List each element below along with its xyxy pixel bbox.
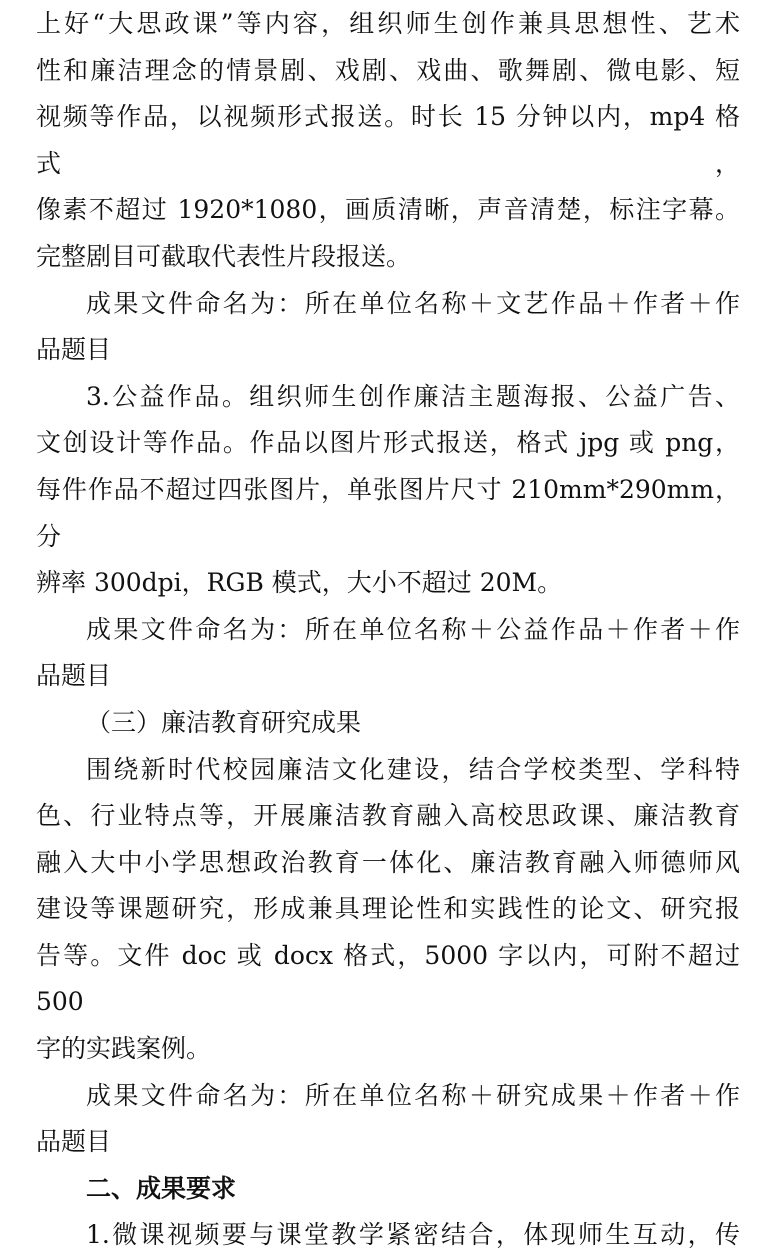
text-line: 品题目 — [36, 335, 112, 365]
section-heading: 二、成果要求 — [86, 1173, 237, 1203]
text-line: 融入大中小学思想政治教育一体化、廉洁教育融入师德师风 — [36, 847, 740, 877]
text-line: 字的实践案例。 — [36, 1034, 212, 1064]
text-line: 3.公益作品。组织师生创作廉洁主题海报、公益广告、 — [86, 381, 740, 411]
text-line: 辨率 300dpi，RGB 模式，大小不超过 20M。 — [36, 568, 563, 598]
text-line: 成果文件命名为：所在单位名称＋文艺作品＋作者＋作 — [86, 288, 740, 318]
text-line: 成果文件命名为：所在单位名称＋研究成果＋作者＋作 — [86, 1080, 740, 1110]
text-line: 1.微课视频要与课堂教学紧密结合，体现师生互动，传 — [86, 1220, 740, 1250]
text-line: 上好“大思政课”等内容，组织师生创作兼具思想性、艺术 — [36, 9, 740, 38]
text-line: 每件作品不超过四张图片，单张图片尺寸 210mm*290mm，分 — [36, 474, 740, 551]
text-line: 文创设计等作品。作品以图片形式报送，格式 jpg 或 png， — [36, 428, 740, 458]
document-page — [36, 1, 740, 1259]
text-line: 成果文件命名为：所在单位名称＋公益作品＋作者＋作 — [86, 614, 740, 644]
text-line: 品题目 — [36, 1127, 112, 1157]
text-line: 完整剧目可截取代表性片段报送。 — [36, 241, 412, 271]
text-line: 告等。文件 doc 或 docx 格式，5000 字以内，可附不超过 500 — [36, 940, 740, 1017]
text-line: 色、行业特点等，开展廉洁教育融入高校思政课、廉洁教育 — [36, 801, 740, 831]
text-line: 像素不超过 1920*1080，画质清晰，声音清楚，标注字幕。 — [36, 195, 740, 225]
text-line: 围绕新时代校园廉洁文化建设，结合学校类型、学科特 — [86, 754, 740, 784]
section-heading: （三）廉洁教育研究成果 — [86, 707, 362, 737]
text-line: 品题目 — [36, 661, 112, 691]
text-line: 视频等作品，以视频形式报送。时长 15 分钟以内，mp4 格式， — [36, 102, 740, 178]
text-line: 性和廉洁理念的情景剧、戏剧、戏曲、歌舞剧、微电影、短 — [36, 55, 740, 85]
text-line: 建设等课题研究，形成兼具理论性和实践性的论文、研究报 — [36, 894, 740, 924]
